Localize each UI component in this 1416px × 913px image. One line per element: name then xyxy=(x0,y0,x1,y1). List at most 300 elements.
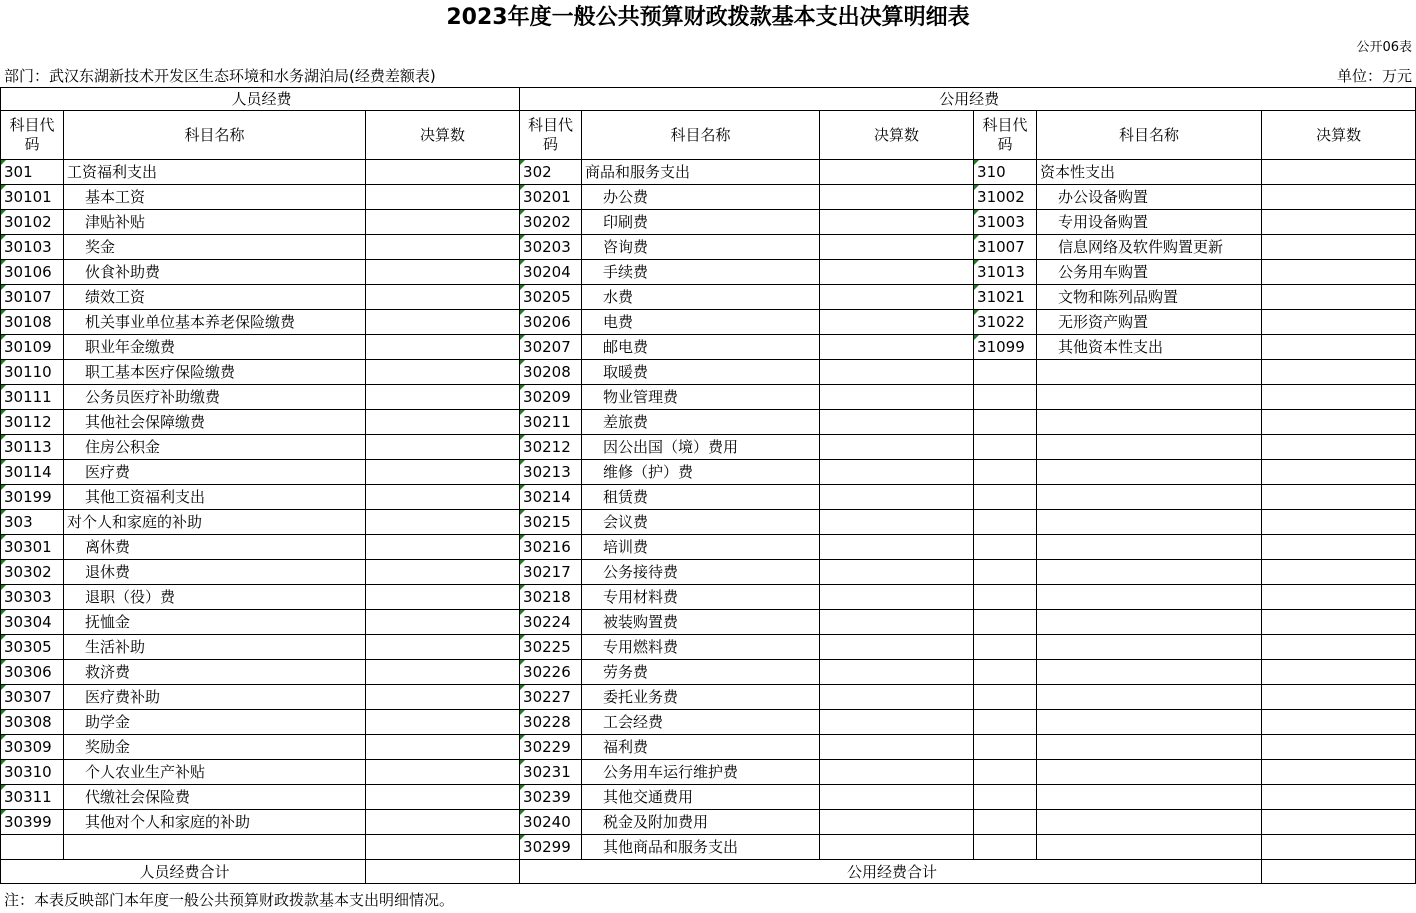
capital-name-cell xyxy=(1037,535,1262,560)
table-row xyxy=(1,160,1416,185)
personnel-amount-cell xyxy=(366,610,520,635)
capital-amount-cell xyxy=(1262,210,1416,235)
personnel-name-cell: 生活补助 xyxy=(64,635,366,660)
goods-amount-cell xyxy=(820,635,974,660)
header-amount: 决算数 xyxy=(1262,111,1416,160)
capital-name-cell xyxy=(1037,735,1262,760)
personnel-name-cell: 代缴社会保险费 xyxy=(64,785,366,810)
personnel-name-cell: 医疗费补助 xyxy=(64,685,366,710)
capital-name-cell xyxy=(1037,610,1262,635)
capital-code-cell xyxy=(974,510,1037,535)
capital-name-cell xyxy=(1037,810,1262,835)
capital-name-cell xyxy=(1037,510,1262,535)
personnel-code-cell: 30305 xyxy=(1,635,64,660)
goods-name-cell: 水费 xyxy=(582,285,820,310)
capital-name-cell xyxy=(1037,360,1262,385)
goods-name-cell: 税金及附加费用 xyxy=(582,810,820,835)
table-row xyxy=(1,710,1416,735)
goods-amount-cell xyxy=(820,760,974,785)
goods-name-cell: 邮电费 xyxy=(582,335,820,360)
capital-code-cell xyxy=(974,685,1037,710)
capital-code-cell xyxy=(974,585,1037,610)
capital-name-cell: 无形资产购置 xyxy=(1037,310,1262,335)
goods-name-cell: 培训费 xyxy=(582,535,820,560)
capital-amount-cell xyxy=(1262,635,1416,660)
personnel-name-cell: 机关事业单位基本养老保险缴费 xyxy=(64,310,366,335)
goods-code-cell: 30216 xyxy=(520,535,582,560)
personnel-name-cell: 工资福利支出 xyxy=(64,160,366,185)
table-row xyxy=(1,610,1416,635)
capital-name-cell xyxy=(1037,385,1262,410)
capital-code-cell: 31007 xyxy=(974,235,1037,260)
capital-amount-cell xyxy=(1262,735,1416,760)
personnel-amount-cell xyxy=(366,685,520,710)
goods-name-cell: 委托业务费 xyxy=(582,685,820,710)
capital-name-cell: 其他资本性支出 xyxy=(1037,335,1262,360)
goods-code-cell: 30299 xyxy=(520,835,582,860)
goods-amount-cell xyxy=(820,660,974,685)
goods-name-cell: 专用燃料费 xyxy=(582,635,820,660)
goods-name-cell: 物业管理费 xyxy=(582,385,820,410)
goods-name-cell: 其他交通费用 xyxy=(582,785,820,810)
table-row xyxy=(1,660,1416,685)
table-number: 公开06表 xyxy=(1356,40,1412,55)
personnel-name-cell: 奖励金 xyxy=(64,735,366,760)
goods-code-cell: 30215 xyxy=(520,510,582,535)
capital-amount-cell xyxy=(1262,360,1416,385)
header-amount: 决算数 xyxy=(820,111,974,160)
goods-name-cell: 办公费 xyxy=(582,185,820,210)
goods-amount-cell xyxy=(820,385,974,410)
goods-amount-cell xyxy=(820,535,974,560)
personnel-amount-cell xyxy=(366,410,520,435)
personnel-amount-cell xyxy=(366,810,520,835)
capital-amount-cell xyxy=(1262,285,1416,310)
capital-amount-cell xyxy=(1262,760,1416,785)
goods-amount-cell xyxy=(820,810,974,835)
capital-code-cell: 31099 xyxy=(974,335,1037,360)
page-title: 2023年度一般公共预算财政拨款基本支出决算明细表 xyxy=(446,5,970,30)
personnel-amount-cell xyxy=(366,335,520,360)
goods-name-cell: 被装购置费 xyxy=(582,610,820,635)
goods-code-cell: 30229 xyxy=(520,735,582,760)
public-total-amount xyxy=(1262,860,1416,884)
personnel-name-cell: 救济费 xyxy=(64,660,366,685)
table-row xyxy=(1,810,1416,835)
personnel-code-cell: 30109 xyxy=(1,335,64,360)
table-row xyxy=(1,510,1416,535)
personnel-name-cell: 公务员医疗补助缴费 xyxy=(64,385,366,410)
personnel-amount-cell xyxy=(366,785,520,810)
goods-amount-cell xyxy=(820,285,974,310)
goods-code-cell: 30218 xyxy=(520,585,582,610)
capital-amount-cell xyxy=(1262,410,1416,435)
header-amount: 决算数 xyxy=(366,111,520,160)
capital-code-cell xyxy=(974,410,1037,435)
goods-code-cell: 30211 xyxy=(520,410,582,435)
goods-code-cell: 30217 xyxy=(520,560,582,585)
personnel-name-cell: 助学金 xyxy=(64,710,366,735)
goods-amount-cell xyxy=(820,160,974,185)
capital-code-cell xyxy=(974,610,1037,635)
personnel-code-cell: 303 xyxy=(1,510,64,535)
goods-name-cell: 会议费 xyxy=(582,510,820,535)
goods-name-cell: 专用材料费 xyxy=(582,585,820,610)
capital-amount-cell xyxy=(1262,685,1416,710)
goods-name-cell: 劳务费 xyxy=(582,660,820,685)
capital-amount-cell xyxy=(1262,660,1416,685)
table-row xyxy=(1,685,1416,710)
capital-code-cell xyxy=(974,835,1037,860)
personnel-amount-cell xyxy=(366,310,520,335)
personnel-amount-cell xyxy=(366,485,520,510)
goods-code-cell: 30240 xyxy=(520,810,582,835)
goods-amount-cell xyxy=(820,460,974,485)
personnel-name-cell: 抚恤金 xyxy=(64,610,366,635)
capital-amount-cell xyxy=(1262,260,1416,285)
capital-code-cell xyxy=(974,460,1037,485)
capital-code-cell: 310 xyxy=(974,160,1037,185)
personnel-name-cell: 绩效工资 xyxy=(64,285,366,310)
capital-amount-cell xyxy=(1262,535,1416,560)
personnel-code-cell: 30108 xyxy=(1,310,64,335)
goods-code-cell: 30201 xyxy=(520,185,582,210)
personnel-code-cell: 301 xyxy=(1,160,64,185)
personnel-code-cell: 30399 xyxy=(1,810,64,835)
goods-amount-cell xyxy=(820,235,974,260)
personnel-name-cell: 对个人和家庭的补助 xyxy=(64,510,366,535)
capital-name-cell xyxy=(1037,585,1262,610)
capital-amount-cell xyxy=(1262,435,1416,460)
capital-code-cell xyxy=(974,735,1037,760)
personnel-amount-cell xyxy=(366,460,520,485)
personnel-code-cell: 30107 xyxy=(1,285,64,310)
capital-amount-cell xyxy=(1262,460,1416,485)
goods-amount-cell xyxy=(820,185,974,210)
capital-amount-cell xyxy=(1262,385,1416,410)
goods-code-cell: 30202 xyxy=(520,210,582,235)
personnel-name-cell: 职工基本医疗保险缴费 xyxy=(64,360,366,385)
personnel-code-cell: 30106 xyxy=(1,260,64,285)
goods-amount-cell xyxy=(820,435,974,460)
personnel-code-cell: 30306 xyxy=(1,660,64,685)
goods-code-cell: 30228 xyxy=(520,710,582,735)
table-row xyxy=(1,760,1416,785)
table-row xyxy=(1,410,1416,435)
header-code: 科目代码 xyxy=(974,111,1037,160)
capital-code-cell xyxy=(974,485,1037,510)
table-row xyxy=(1,435,1416,460)
personnel-amount-cell xyxy=(366,735,520,760)
goods-amount-cell xyxy=(820,260,974,285)
personnel-code-cell: 30103 xyxy=(1,235,64,260)
capital-name-cell: 文物和陈列品购置 xyxy=(1037,285,1262,310)
capital-code-cell xyxy=(974,785,1037,810)
goods-name-cell: 公务接待费 xyxy=(582,560,820,585)
capital-amount-cell xyxy=(1262,785,1416,810)
personnel-code-cell: 30113 xyxy=(1,435,64,460)
capital-amount-cell xyxy=(1262,510,1416,535)
personnel-code-cell: 30304 xyxy=(1,610,64,635)
personnel-amount-cell xyxy=(366,760,520,785)
capital-code-cell xyxy=(974,435,1037,460)
goods-amount-cell xyxy=(820,410,974,435)
capital-code-cell: 31002 xyxy=(974,185,1037,210)
personnel-code-cell: 30310 xyxy=(1,760,64,785)
goods-code-cell: 30213 xyxy=(520,460,582,485)
expenditure-table xyxy=(0,87,1416,884)
personnel-total-amount xyxy=(366,860,520,884)
table-row xyxy=(1,260,1416,285)
goods-code-cell: 30209 xyxy=(520,385,582,410)
table-row xyxy=(1,360,1416,385)
goods-amount-cell xyxy=(820,710,974,735)
public-total-label: 公用经费合计 xyxy=(520,860,1262,884)
capital-name-cell: 资本性支出 xyxy=(1037,160,1262,185)
goods-amount-cell xyxy=(820,485,974,510)
goods-code-cell: 30203 xyxy=(520,235,582,260)
capital-amount-cell xyxy=(1262,585,1416,610)
personnel-code-cell: 30303 xyxy=(1,585,64,610)
goods-name-cell: 租赁费 xyxy=(582,485,820,510)
personnel-amount-cell xyxy=(366,235,520,260)
personnel-name-cell: 其他工资福利支出 xyxy=(64,485,366,510)
capital-amount-cell xyxy=(1262,835,1416,860)
personnel-code-cell: 30112 xyxy=(1,410,64,435)
goods-code-cell: 30208 xyxy=(520,360,582,385)
personnel-name-cell: 医疗费 xyxy=(64,460,366,485)
table-row xyxy=(1,535,1416,560)
table-row xyxy=(1,235,1416,260)
goods-name-cell: 咨询费 xyxy=(582,235,820,260)
personnel-name-cell xyxy=(64,835,366,860)
personnel-name-cell: 个人农业生产补贴 xyxy=(64,760,366,785)
capital-code-cell: 31013 xyxy=(974,260,1037,285)
personnel-name-cell: 其他对个人和家庭的补助 xyxy=(64,810,366,835)
capital-code-cell xyxy=(974,560,1037,585)
group-personnel: 人员经费 xyxy=(1,88,520,111)
capital-amount-cell xyxy=(1262,235,1416,260)
personnel-name-cell: 退休费 xyxy=(64,560,366,585)
capital-name-cell: 公务用车购置 xyxy=(1037,260,1262,285)
capital-code-cell xyxy=(974,360,1037,385)
personnel-amount-cell xyxy=(366,285,520,310)
personnel-code-cell: 30311 xyxy=(1,785,64,810)
personnel-code-cell: 30302 xyxy=(1,560,64,585)
goods-code-cell: 302 xyxy=(520,160,582,185)
personnel-code-cell: 30307 xyxy=(1,685,64,710)
unit-label: 单位：万元 xyxy=(1336,67,1412,85)
goods-name-cell: 商品和服务支出 xyxy=(582,160,820,185)
capital-name-cell xyxy=(1037,710,1262,735)
personnel-amount-cell xyxy=(366,635,520,660)
goods-code-cell: 30206 xyxy=(520,310,582,335)
capital-name-cell xyxy=(1037,685,1262,710)
personnel-name-cell: 津贴补贴 xyxy=(64,210,366,235)
capital-code-cell: 31022 xyxy=(974,310,1037,335)
personnel-name-cell: 退职（役）费 xyxy=(64,585,366,610)
goods-amount-cell xyxy=(820,735,974,760)
group-public: 公用经费 xyxy=(520,88,1416,111)
goods-name-cell: 维修（护）费 xyxy=(582,460,820,485)
personnel-code-cell: 30111 xyxy=(1,385,64,410)
personnel-code-cell: 30309 xyxy=(1,735,64,760)
goods-name-cell: 福利费 xyxy=(582,735,820,760)
goods-code-cell: 30239 xyxy=(520,785,582,810)
goods-code-cell: 30214 xyxy=(520,485,582,510)
personnel-code-cell: 30301 xyxy=(1,535,64,560)
goods-name-cell: 电费 xyxy=(582,310,820,335)
goods-name-cell: 公务用车运行维护费 xyxy=(582,760,820,785)
personnel-name-cell: 伙食补助费 xyxy=(64,260,366,285)
goods-name-cell: 工会经费 xyxy=(582,710,820,735)
goods-amount-cell xyxy=(820,510,974,535)
personnel-name-cell: 离休费 xyxy=(64,535,366,560)
capital-name-cell xyxy=(1037,660,1262,685)
capital-name-cell xyxy=(1037,760,1262,785)
capital-name-cell: 专用设备购置 xyxy=(1037,210,1262,235)
header-name: 科目名称 xyxy=(582,111,820,160)
table-row xyxy=(1,385,1416,410)
goods-name-cell: 手续费 xyxy=(582,260,820,285)
goods-amount-cell xyxy=(820,210,974,235)
personnel-amount-cell xyxy=(366,835,520,860)
goods-amount-cell xyxy=(820,560,974,585)
goods-code-cell: 30225 xyxy=(520,635,582,660)
table-row xyxy=(1,210,1416,235)
table-row xyxy=(1,310,1416,335)
goods-name-cell: 取暖费 xyxy=(582,360,820,385)
capital-amount-cell xyxy=(1262,160,1416,185)
goods-amount-cell xyxy=(820,835,974,860)
goods-amount-cell xyxy=(820,685,974,710)
personnel-amount-cell xyxy=(366,560,520,585)
personnel-amount-cell xyxy=(366,435,520,460)
capital-code-cell: 31021 xyxy=(974,285,1037,310)
goods-amount-cell xyxy=(820,785,974,810)
personnel-code-cell: 30102 xyxy=(1,210,64,235)
personnel-amount-cell xyxy=(366,660,520,685)
table-row xyxy=(1,485,1416,510)
capital-name-cell: 信息网络及软件购置更新 xyxy=(1037,235,1262,260)
capital-amount-cell xyxy=(1262,810,1416,835)
goods-code-cell: 30207 xyxy=(520,335,582,360)
personnel-name-cell: 住房公积金 xyxy=(64,435,366,460)
personnel-code-cell: 30308 xyxy=(1,710,64,735)
personnel-name-cell: 其他社会保障缴费 xyxy=(64,410,366,435)
capital-name-cell xyxy=(1037,485,1262,510)
capital-name-cell: 办公设备购置 xyxy=(1037,185,1262,210)
goods-amount-cell xyxy=(820,585,974,610)
goods-name-cell: 印刷费 xyxy=(582,210,820,235)
personnel-name-cell: 基本工资 xyxy=(64,185,366,210)
table-row xyxy=(1,735,1416,760)
goods-code-cell: 30224 xyxy=(520,610,582,635)
capital-code-cell xyxy=(974,635,1037,660)
personnel-amount-cell xyxy=(366,535,520,560)
capital-code-cell: 31003 xyxy=(974,210,1037,235)
table-row xyxy=(1,585,1416,610)
header-name: 科目名称 xyxy=(1037,111,1262,160)
personnel-name-cell: 奖金 xyxy=(64,235,366,260)
goods-code-cell: 30212 xyxy=(520,435,582,460)
goods-amount-cell xyxy=(820,335,974,360)
personnel-amount-cell xyxy=(366,360,520,385)
capital-code-cell xyxy=(974,385,1037,410)
table-row xyxy=(1,335,1416,360)
goods-name-cell: 其他商品和服务支出 xyxy=(582,835,820,860)
goods-amount-cell xyxy=(820,610,974,635)
capital-code-cell xyxy=(974,760,1037,785)
table-row xyxy=(1,835,1416,860)
capital-amount-cell xyxy=(1262,710,1416,735)
personnel-amount-cell xyxy=(366,385,520,410)
capital-name-cell xyxy=(1037,835,1262,860)
capital-amount-cell xyxy=(1262,185,1416,210)
capital-name-cell xyxy=(1037,435,1262,460)
personnel-amount-cell xyxy=(366,585,520,610)
capital-code-cell xyxy=(974,710,1037,735)
capital-amount-cell xyxy=(1262,335,1416,360)
personnel-code-cell: 30114 xyxy=(1,460,64,485)
header-code: 科目代码 xyxy=(1,111,64,160)
goods-code-cell: 30205 xyxy=(520,285,582,310)
table-row xyxy=(1,460,1416,485)
table-body xyxy=(1,160,1416,860)
capital-name-cell xyxy=(1037,785,1262,810)
goods-name-cell: 因公出国（境）费用 xyxy=(582,435,820,460)
capital-amount-cell xyxy=(1262,560,1416,585)
footnote: 注：本表反映部门本年度一般公共预算财政拨款基本支出明细情况。 xyxy=(4,891,455,909)
personnel-amount-cell xyxy=(366,160,520,185)
table-row xyxy=(1,185,1416,210)
goods-code-cell: 30226 xyxy=(520,660,582,685)
capital-name-cell xyxy=(1037,635,1262,660)
capital-name-cell xyxy=(1037,410,1262,435)
header-code: 科目代码 xyxy=(520,111,582,160)
personnel-code-cell: 30199 xyxy=(1,485,64,510)
capital-code-cell xyxy=(974,660,1037,685)
personnel-name-cell: 职业年金缴费 xyxy=(64,335,366,360)
personnel-total-label: 人员经费合计 xyxy=(1,860,366,884)
header-name: 科目名称 xyxy=(64,111,366,160)
goods-name-cell: 差旅费 xyxy=(582,410,820,435)
goods-amount-cell xyxy=(820,310,974,335)
capital-name-cell xyxy=(1037,560,1262,585)
personnel-amount-cell xyxy=(366,510,520,535)
capital-name-cell xyxy=(1037,460,1262,485)
table-row xyxy=(1,560,1416,585)
goods-code-cell: 30227 xyxy=(520,685,582,710)
goods-code-cell: 30231 xyxy=(520,760,582,785)
goods-code-cell: 30204 xyxy=(520,260,582,285)
personnel-amount-cell xyxy=(366,185,520,210)
personnel-code-cell: 30110 xyxy=(1,360,64,385)
personnel-amount-cell xyxy=(366,260,520,285)
table-row xyxy=(1,785,1416,810)
department-label: 部门：武汉东湖新技术开发区生态环境和水务湖泊局(经费差额表) xyxy=(4,67,436,85)
capital-amount-cell xyxy=(1262,610,1416,635)
table-row xyxy=(1,285,1416,310)
capital-amount-cell xyxy=(1262,310,1416,335)
capital-code-cell xyxy=(974,810,1037,835)
table-row xyxy=(1,635,1416,660)
personnel-amount-cell xyxy=(366,710,520,735)
goods-amount-cell xyxy=(820,360,974,385)
personnel-code-cell xyxy=(1,835,64,860)
capital-code-cell xyxy=(974,535,1037,560)
personnel-code-cell: 30101 xyxy=(1,185,64,210)
